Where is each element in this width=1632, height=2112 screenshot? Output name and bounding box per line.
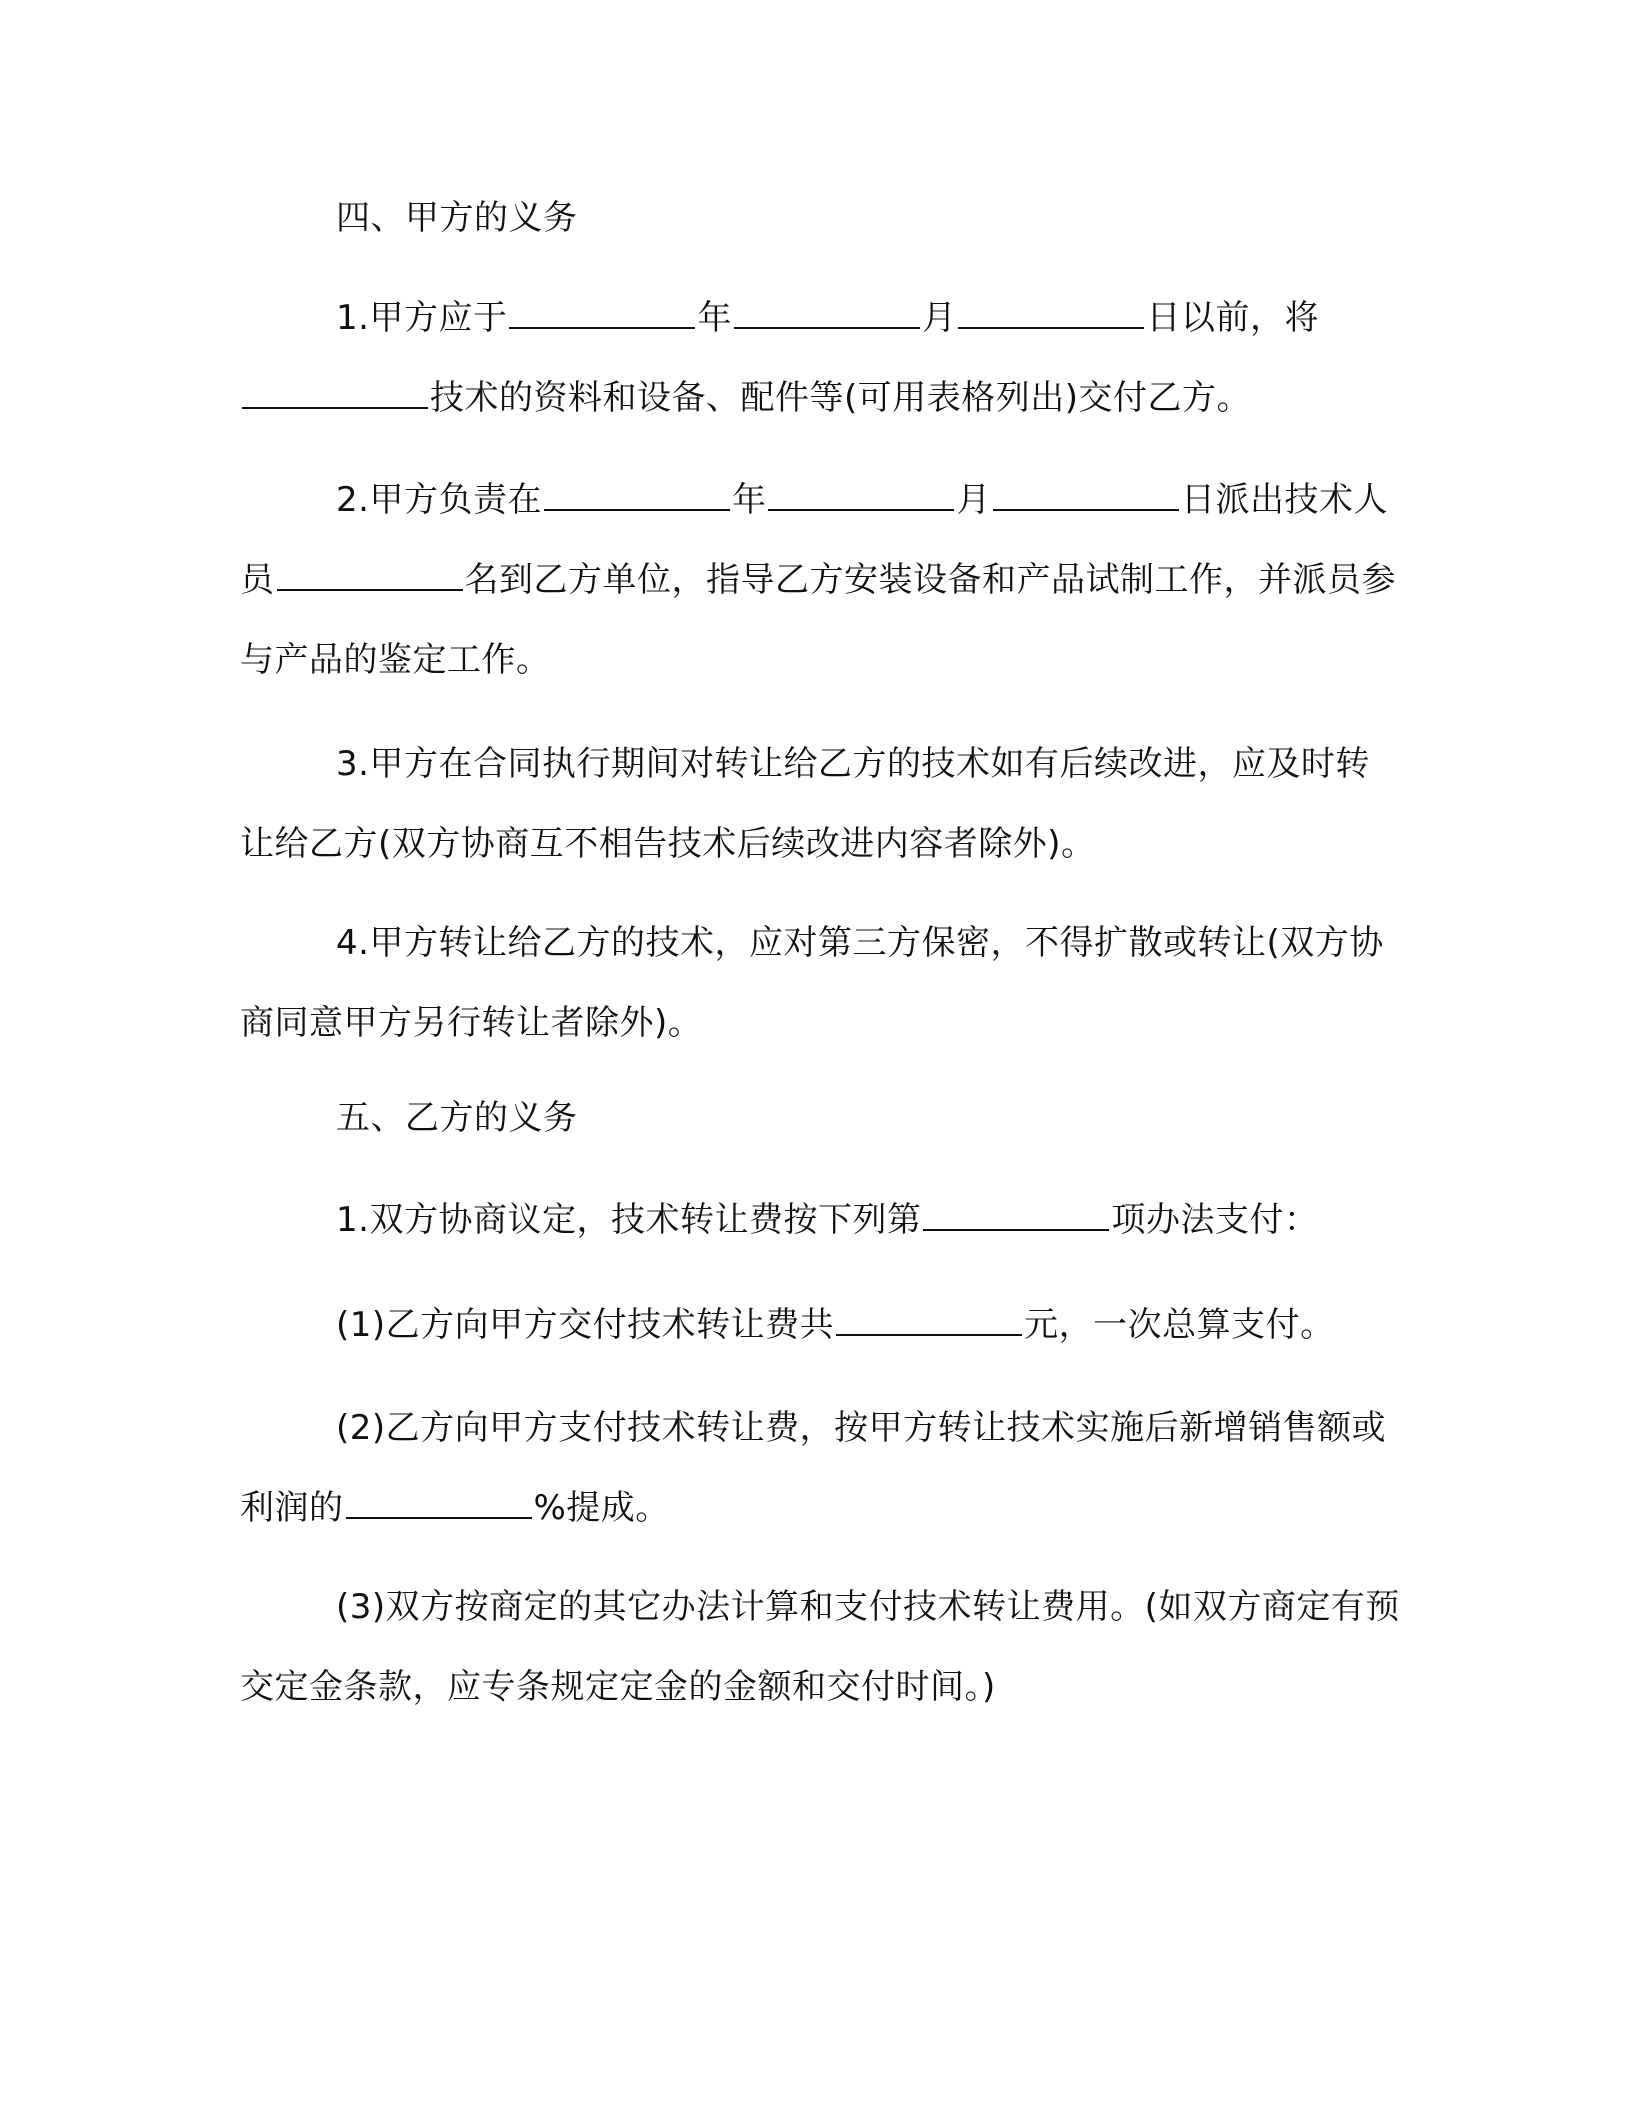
blank-year[interactable] <box>544 479 730 511</box>
blank-technology[interactable] <box>242 377 428 409</box>
blank-amount[interactable] <box>836 1304 1022 1336</box>
blank-percentage[interactable] <box>346 1487 532 1519</box>
section-5-heading: 五、乙方的义务 <box>336 1098 578 1138</box>
section-5-option-1: (1)乙方向甲方交付技术转让费共 元，一次总算支付。 <box>336 1305 1335 1345</box>
section-5-item-1: 1.双方协商议定，技术转让费按下列第 项办法支付： <box>336 1200 1319 1240</box>
blank-day[interactable] <box>993 479 1179 511</box>
section-4-item-1: 1.甲方应于 年 月 日以前，将技术的资料和设备、配件等(可用表格列出)交付乙方。 <box>240 278 1400 438</box>
section-5-option-3: (3)双方按商定的其它办法计算和支付技术转让费用。(如双方商定有预交定金条款，应专条规定定金的金额和交付时间。) <box>240 1587 1400 1707</box>
blank-month[interactable] <box>768 479 954 511</box>
section-4-item-4: 4.甲方转让给乙方的技术，应对第三方保密，不得扩散或转让(双方协商同意甲方另行转让者除外)。 <box>240 923 1384 1043</box>
section-4-heading: 四、甲方的义务 <box>336 198 578 238</box>
blank-year[interactable] <box>509 297 695 329</box>
section-4-item-2: 2.甲方负责在 年 月 日派出技术人员 名到乙方单位，指导乙方安装设备和产品试制工作，并派员参与产品的鉴定工作。 <box>240 480 1396 680</box>
blank-staff-count[interactable] <box>277 559 463 591</box>
blank-month[interactable] <box>734 297 920 329</box>
section-4-item-3: 3.甲方在合同执行期间对转让给乙方的技术如有后续改进，应及时转让给乙方(双方协商互不相告技术后续改进内容者除外)。 <box>240 744 1370 864</box>
section-5-option-2: (2)乙方向甲方支付技术转让费，按甲方转让技术实施后新增销售额或利润的 %提成。 <box>240 1408 1387 1528</box>
blank-day[interactable] <box>958 297 1144 329</box>
blank-method-number[interactable] <box>923 1199 1109 1231</box>
